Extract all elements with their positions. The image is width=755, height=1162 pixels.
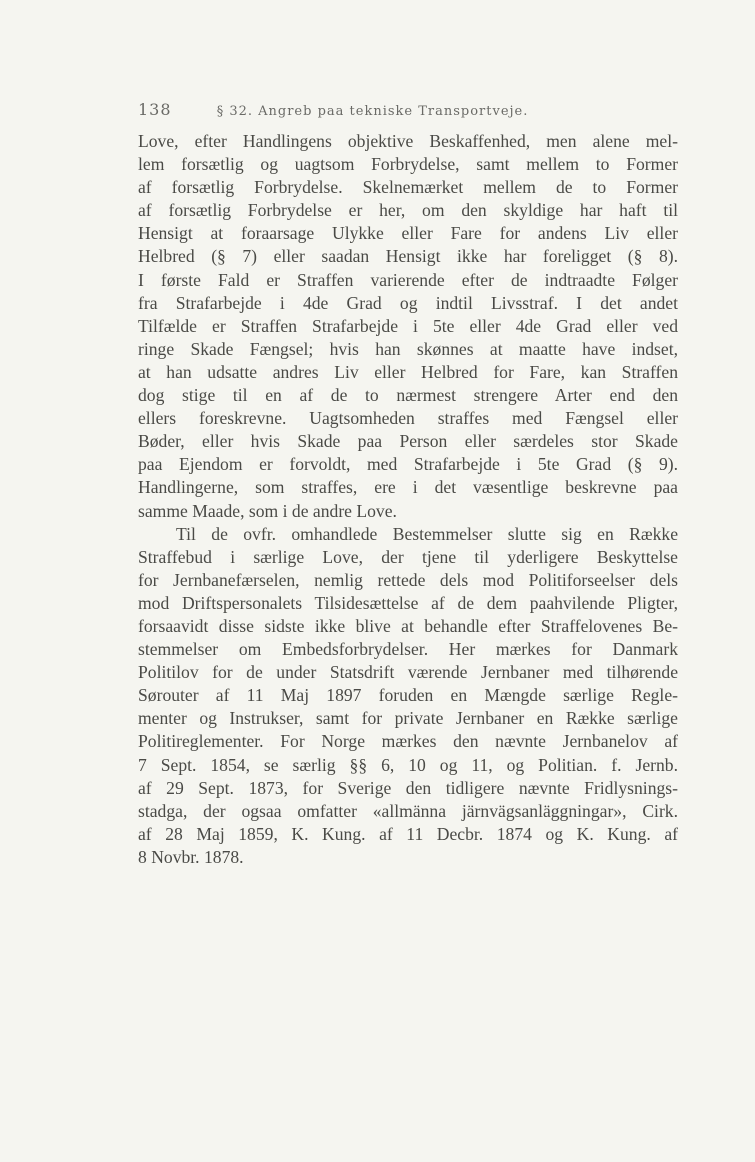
text-line: Love, efter Handlingens objektive Beskaffenhed, men alene mel- xyxy=(138,131,678,151)
text-line: Politilov for de under Statsdrift værende Jernbaner med tilhørende xyxy=(138,662,678,683)
text-line: Til de ovfr. omhandlede Bestemmelser slutte sig en Række xyxy=(176,523,678,544)
text-line: fra Strafarbejde i 4de Grad og indtil Livsstraf. I det andet xyxy=(138,292,678,313)
text-line: samme Maade, som i de andre Love. xyxy=(138,500,397,521)
text-line: for Jernbanefærselen, nemlig rettede dels mod Politiforseelser dels xyxy=(138,569,678,590)
text-line: af forsætlig Forbrydelse er her, om den skyldige har haft til xyxy=(138,200,678,221)
page-number: 138 xyxy=(138,100,172,119)
text-line: Sørouter af 11 Maj 1897 foruden en Mængde særlige Regle- xyxy=(138,685,678,706)
paragraph xyxy=(138,523,678,869)
text-line: at han udsatte andres Liv eller Helbred for Fare, kan Straffen xyxy=(138,361,678,382)
text-line: menter og Instrukser, samt for private Jernbaner en Række særlige xyxy=(138,708,678,729)
text-line: Hensigt at foraarsage Ulykke eller Fare for andens Liv eller xyxy=(138,223,678,244)
text-line: dog stige til en af de to nærmest strengere Arter end den xyxy=(138,385,678,406)
text-line: Helbred (§ 7) eller saadan Hensigt ikke har foreligget (§ 8). xyxy=(138,246,678,267)
text-line: Tilfælde er Straffen Strafarbejde i 5te eller 4de Grad eller ved xyxy=(138,315,678,336)
text-line: forsaavidt disse sidste ikke blive at behandle efter Straffelovenes Be- xyxy=(138,615,678,636)
text-line: Handlingerne, som straffes, ere i det væsentlige beskrevne paa xyxy=(138,477,678,498)
running-head xyxy=(138,100,678,119)
text-line: Politireglementer. For Norge mærkes den nævnte Jernbanelov af xyxy=(138,731,678,752)
body-text xyxy=(138,130,678,869)
text-line: ellers foreskrevne. Uagtsomheden straffes med Fængsel eller xyxy=(138,408,678,429)
text-line: Straffebud i særlige Love, der tjene til yderligere Beskyttelse xyxy=(138,546,678,567)
paragraph xyxy=(138,130,678,523)
text-line: stadga, der ogsaa omfatter «allmänna järnvägsanläggningar», Cirk. xyxy=(138,800,678,821)
text-line: 8 Novbr. 1878. xyxy=(138,846,244,867)
text-line: af forsætlig Forbrydelse. Skelnemærket mellem de to Former xyxy=(138,177,678,198)
text-line: mod Driftspersonalets Tilsidesættelse af de dem paahvilende Pligter, xyxy=(138,592,678,613)
text-line: af 28 Maj 1859, K. Kung. af 11 Decbr. 1874 og K. Kung. af xyxy=(138,823,678,844)
text-line: 7 Sept. 1854, se særlig §§ 6, 10 og 11, og Politian. f. Jernb. xyxy=(138,754,678,775)
text-line: ringe Skade Fængsel; hvis han skønnes at maatte have indset, xyxy=(138,338,678,359)
text-line: lem forsætlig og uagtsom Forbrydelse, samt mellem to Former xyxy=(138,154,678,175)
text-line: af 29 Sept. 1873, for Sverige den tidligere nævnte Fridlysnings- xyxy=(138,777,678,798)
text-line: stemmelser om Embedsforbrydelser. Her mærkes for Danmark xyxy=(138,639,678,660)
text-line: Bøder, eller hvis Skade paa Person eller særdeles stor Skade xyxy=(138,431,678,452)
text-line: I første Fald er Straffen varierende efter de indtraadte Følger xyxy=(138,269,678,290)
text-line: paa Ejendom er forvoldt, med Strafarbejde i 5te Grad (§ 9). xyxy=(138,454,678,475)
running-title: § 32. Angreb paa tekniske Transportveje. xyxy=(216,104,529,119)
